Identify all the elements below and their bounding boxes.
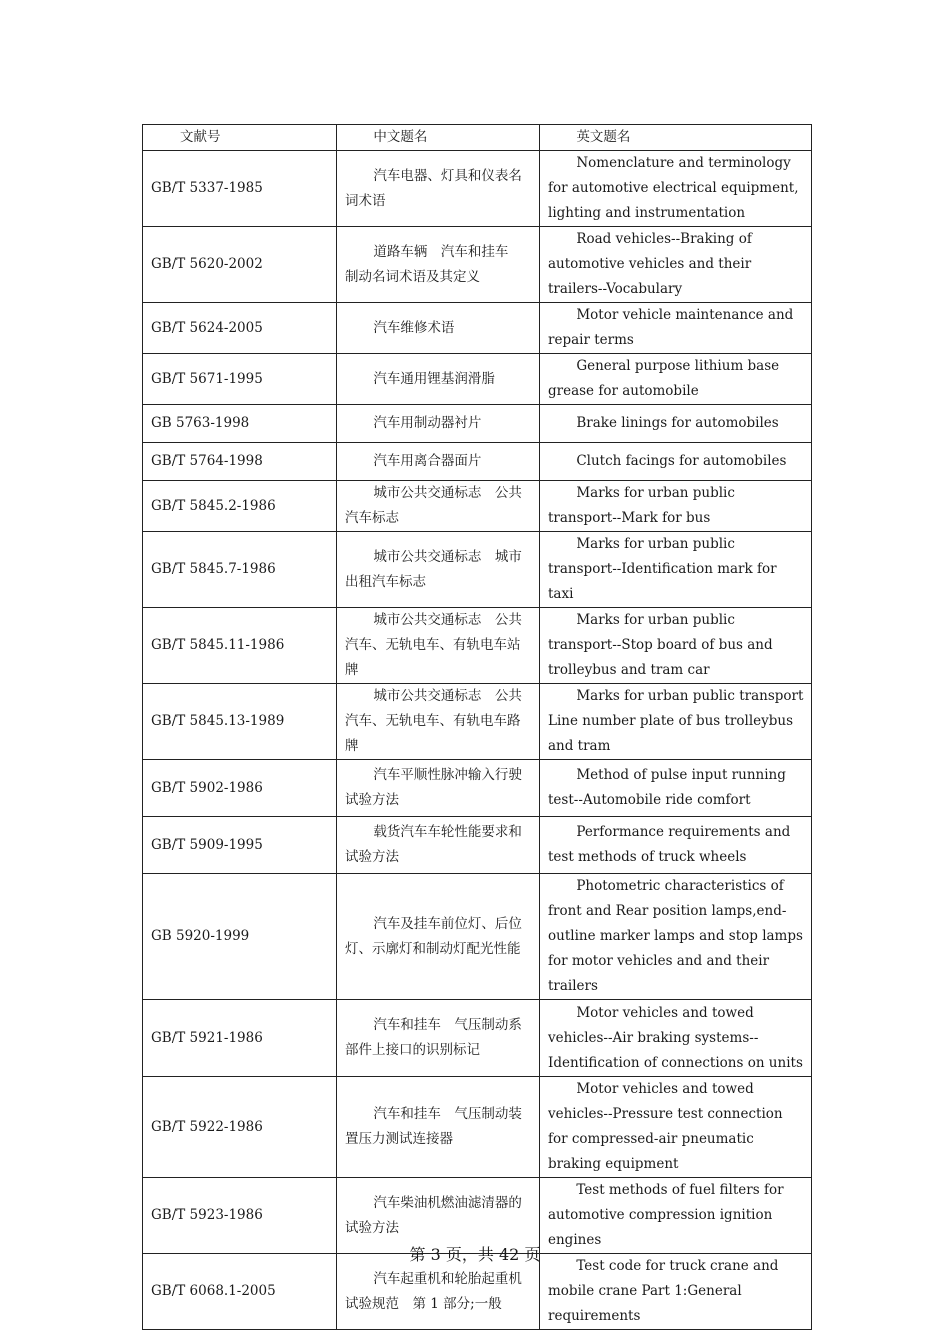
chinese-title-cell: 道路车辆 汽车和挂车 制动名词术语及其定义 — [337, 227, 540, 303]
doc-number-cell: GB 5763-1998 — [143, 405, 337, 443]
chinese-title-cell: 汽车柴油机燃油滤清器的试验方法 — [337, 1178, 540, 1254]
english-title-cell: Motor vehicles and towed vehicles--Pressure test connection for compressed-air pneumatic braking equipment — [540, 1077, 812, 1178]
table-body — [143, 125, 812, 1330]
chinese-title-cell: 汽车电器、灯具和仪表名词术语 — [337, 151, 540, 227]
doc-number-cell: GB/T 5923-1986 — [143, 1178, 337, 1254]
table-row — [143, 481, 812, 532]
english-title-cell: Motor vehicle maintenance and repair terms — [540, 303, 812, 354]
table-row — [143, 532, 812, 608]
english-title-cell: Test methods of fuel filters for automotive compression ignition engines — [540, 1178, 812, 1254]
english-title-cell: Photometric characteristics of front and Rear position lamps,end-outline marker lamps and stop lamps for motor vehicles and and their trailers — [540, 874, 812, 1000]
table-row — [143, 760, 812, 817]
chinese-title-cell: 城市公共交通标志 公共汽车标志 — [337, 481, 540, 532]
doc-number-cell: GB/T 6068.1-2005 — [143, 1254, 337, 1330]
doc-number-cell: GB/T 5764-1998 — [143, 443, 337, 481]
chinese-title-cell: 城市公共交通标志 公共汽车、无轨电车、有轨电车站牌 — [337, 608, 540, 684]
page-footer: 第 3 页，共 42 页 — [409, 1245, 541, 1264]
doc-number-cell: GB/T 5922-1986 — [143, 1077, 337, 1178]
doc-number-cell: GB/T 5845.11-1986 — [143, 608, 337, 684]
table-row — [143, 443, 812, 481]
table-row — [143, 151, 812, 227]
header-english-title: 英文题名 — [540, 125, 812, 151]
english-title-cell: Marks for urban public transport--Stop board of bus and trolleybus and tram car — [540, 608, 812, 684]
header-chinese-title: 中文题名 — [337, 125, 540, 151]
table-row — [143, 405, 812, 443]
chinese-title-cell: 汽车和挂车 气压制动装置压力测试连接器 — [337, 1077, 540, 1178]
english-title-cell: Test code for truck crane and mobile crane Part 1:General requirements — [540, 1254, 812, 1330]
chinese-title-cell: 汽车用制动器衬片 — [337, 405, 540, 443]
english-title-cell: Brake linings for automobiles — [540, 405, 812, 443]
standards-table — [142, 124, 812, 1330]
table-header-row — [143, 125, 812, 151]
doc-number-cell: GB/T 5620-2002 — [143, 227, 337, 303]
doc-number-cell: GB/T 5909-1995 — [143, 817, 337, 874]
table-row — [143, 354, 812, 405]
chinese-title-cell: 城市公共交通标志 公共汽车、无轨电车、有轨电车路牌 — [337, 684, 540, 760]
table-row — [143, 608, 812, 684]
doc-number-cell: GB 5920-1999 — [143, 874, 337, 1000]
chinese-title-cell: 汽车和挂车 气压制动系部件上接口的识别标记 — [337, 1000, 540, 1077]
table-row — [143, 1077, 812, 1178]
doc-number-cell: GB/T 5845.2-1986 — [143, 481, 337, 532]
english-title-cell: Marks for urban public transport--Mark for bus — [540, 481, 812, 532]
english-title-cell: Marks for urban public transport--Identification mark for taxi — [540, 532, 812, 608]
chinese-title-cell: 汽车及挂车前位灯、后位灯、示廓灯和制动灯配光性能 — [337, 874, 540, 1000]
doc-number-cell: GB/T 5337-1985 — [143, 151, 337, 227]
english-title-cell: Marks for urban public transport Line number plate of bus trolleybus and tram — [540, 684, 812, 760]
chinese-title-cell: 载货汽车车轮性能要求和试验方法 — [337, 817, 540, 874]
doc-number-cell: GB/T 5671-1995 — [143, 354, 337, 405]
chinese-title-cell: 汽车起重机和轮胎起重机试验规范 第 1 部分;一般 — [337, 1254, 540, 1330]
chinese-title-cell: 城市公共交通标志 城市出租汽车标志 — [337, 532, 540, 608]
table-row — [143, 227, 812, 303]
english-title-cell: Motor vehicles and towed vehicles--Air braking systems--Identification of connections on units — [540, 1000, 812, 1077]
doc-number-cell: GB/T 5845.7-1986 — [143, 532, 337, 608]
english-title-cell: Method of pulse input running test--Automobile ride comfort — [540, 760, 812, 817]
chinese-title-cell: 汽车平顺性脉冲输入行驶试验方法 — [337, 760, 540, 817]
table-row — [143, 874, 812, 1000]
table-row — [143, 303, 812, 354]
table-row — [143, 684, 812, 760]
english-title-cell: Road vehicles--Braking of automotive vehicles and their trailers--Vocabulary — [540, 227, 812, 303]
table-row — [143, 1000, 812, 1077]
table-row — [143, 817, 812, 874]
doc-number-cell: GB/T 5902-1986 — [143, 760, 337, 817]
doc-number-cell: GB/T 5624-2005 — [143, 303, 337, 354]
header-doc-number: 文献号 — [143, 125, 337, 151]
english-title-cell: Clutch facings for automobiles — [540, 443, 812, 481]
chinese-title-cell: 汽车维修术语 — [337, 303, 540, 354]
english-title-cell: Performance requirements and test methods of truck wheels — [540, 817, 812, 874]
doc-number-cell: GB/T 5921-1986 — [143, 1000, 337, 1077]
doc-number-cell: GB/T 5845.13-1989 — [143, 684, 337, 760]
chinese-title-cell: 汽车用离合器面片 — [337, 443, 540, 481]
english-title-cell: General purpose lithium base grease for automobile — [540, 354, 812, 405]
english-title-cell: Nomenclature and terminology for automotive electrical equipment, lighting and instrumentation — [540, 151, 812, 227]
chinese-title-cell: 汽车通用锂基润滑脂 — [337, 354, 540, 405]
